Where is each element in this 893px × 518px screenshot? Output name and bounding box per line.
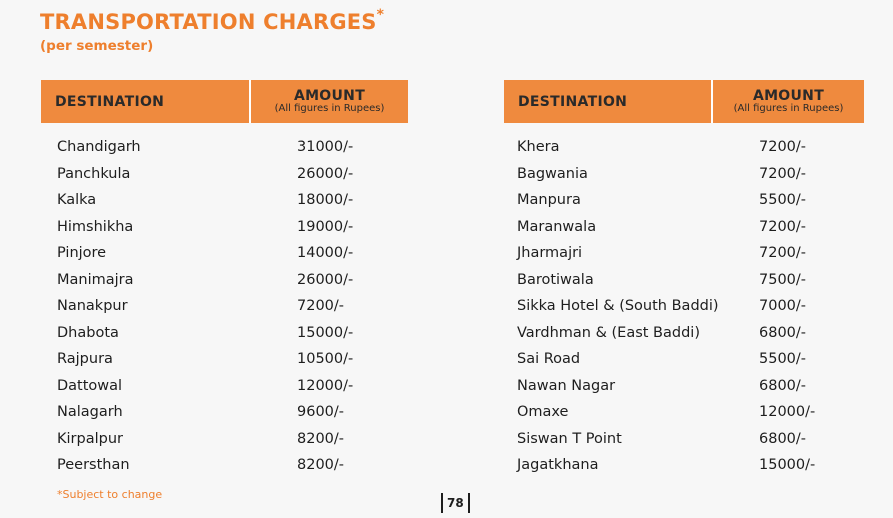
table-row bbox=[0, 457, 893, 484]
table-row bbox=[0, 351, 893, 378]
right-destination-header: DESTINATION bbox=[518, 93, 628, 110]
table-row bbox=[0, 245, 893, 272]
page-number: 78 bbox=[441, 493, 470, 513]
destination-cell: Jharmajri bbox=[517, 245, 583, 261]
destination-cell: Dhabota bbox=[57, 324, 119, 341]
table-row bbox=[0, 325, 893, 352]
table-row bbox=[0, 272, 893, 299]
amount-cell: 6800/- bbox=[759, 430, 807, 447]
amount-cell: 6800/- bbox=[759, 377, 807, 394]
left-amount-note: (All figures in Rupees) bbox=[274, 102, 385, 114]
page-subtitle: (per semester) bbox=[40, 38, 154, 54]
table-row bbox=[0, 431, 893, 458]
destination-cell: Nalagarh bbox=[57, 404, 123, 420]
destination-cell: Manimajra bbox=[57, 271, 134, 288]
right-amount-header bbox=[713, 80, 864, 123]
destination-cell: Khera bbox=[517, 139, 560, 155]
destination-cell: Nanakpur bbox=[57, 298, 128, 314]
left-table-header bbox=[41, 80, 408, 123]
table-row bbox=[0, 219, 893, 246]
amount-cell: 7000/- bbox=[759, 298, 807, 314]
title-text: TRANSPORTATION CHARGES bbox=[40, 10, 377, 34]
amount-cell: 7200/- bbox=[759, 218, 807, 235]
destination-cell: Vardhman & (East Baddi) bbox=[517, 324, 700, 341]
amount-cell: 12000/- bbox=[297, 377, 354, 394]
right-amount-label: AMOUNT bbox=[752, 87, 825, 104]
destination-cell: Jagatkhana bbox=[517, 457, 599, 473]
destination-cell: Himshikha bbox=[57, 218, 134, 235]
right-table-body bbox=[0, 139, 893, 484]
footnote: *Subject to change bbox=[57, 488, 163, 501]
right-table-header bbox=[504, 80, 864, 123]
table-row bbox=[0, 378, 893, 405]
amount-cell: 8200/- bbox=[297, 457, 345, 473]
right-amount-note: (All figures in Rupees) bbox=[733, 102, 844, 114]
amount-cell: 18000/- bbox=[297, 192, 354, 208]
amount-cell: 26000/- bbox=[297, 165, 354, 182]
destination-cell: Omaxe bbox=[517, 404, 569, 420]
destination-cell: Siswan T Point bbox=[517, 430, 622, 447]
amount-cell: 26000/- bbox=[297, 271, 354, 288]
amount-cell: 7200/- bbox=[759, 139, 807, 155]
table-row bbox=[0, 166, 893, 193]
amount-cell: 7500/- bbox=[759, 271, 807, 288]
amount-cell: 14000/- bbox=[297, 245, 354, 261]
amount-cell: 5500/- bbox=[759, 192, 807, 208]
left-amount-header bbox=[251, 80, 408, 123]
amount-cell: 7200/- bbox=[297, 298, 345, 314]
left-amount-label: AMOUNT bbox=[293, 87, 366, 104]
destination-cell: Kirpalpur bbox=[57, 430, 123, 447]
table-row bbox=[0, 298, 893, 325]
destination-cell: Panchkula bbox=[57, 165, 131, 182]
page-title bbox=[40, 9, 384, 34]
amount-cell: 6800/- bbox=[759, 324, 807, 341]
amount-cell: 31000/- bbox=[297, 139, 354, 155]
destination-cell: Peersthan bbox=[57, 457, 130, 473]
amount-cell: 7200/- bbox=[759, 245, 807, 261]
amount-cell: 15000/- bbox=[297, 324, 354, 341]
table-row bbox=[0, 139, 893, 166]
amount-cell: 15000/- bbox=[759, 457, 816, 473]
destination-cell: Pinjore bbox=[57, 245, 107, 261]
amount-cell: 19000/- bbox=[297, 218, 354, 235]
amount-cell: 10500/- bbox=[297, 351, 354, 367]
destination-cell: Maranwala bbox=[517, 218, 597, 235]
destination-cell: Manpura bbox=[517, 192, 581, 208]
destination-cell: Chandigarh bbox=[57, 139, 141, 155]
amount-cell: 9600/- bbox=[297, 404, 345, 420]
amount-cell: 8200/- bbox=[297, 430, 345, 447]
destination-cell: Sikka Hotel & (South Baddi) bbox=[517, 298, 719, 314]
table-row bbox=[0, 192, 893, 219]
destination-cell: Nawan Nagar bbox=[517, 377, 616, 394]
title-asterisk: * bbox=[376, 7, 385, 23]
destination-cell: Dattowal bbox=[57, 377, 123, 394]
destination-cell: Rajpura bbox=[57, 351, 113, 367]
destination-cell: Bagwania bbox=[517, 165, 588, 182]
amount-cell: 7200/- bbox=[759, 165, 807, 182]
destination-cell: Kalka bbox=[57, 192, 97, 208]
amount-cell: 5500/- bbox=[759, 351, 807, 367]
destination-cell: Sai Road bbox=[517, 351, 581, 367]
table-row bbox=[0, 404, 893, 431]
destination-cell: Barotiwala bbox=[517, 271, 594, 288]
left-destination-header: DESTINATION bbox=[55, 93, 165, 110]
amount-cell: 12000/- bbox=[759, 404, 816, 420]
